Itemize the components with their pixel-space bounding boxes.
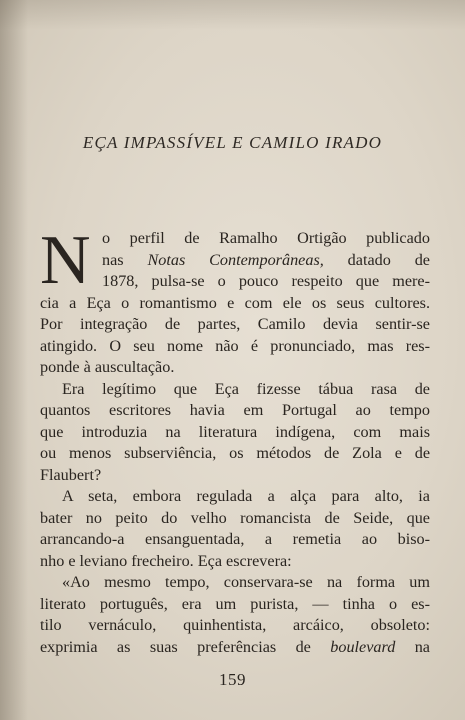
text-line: nho e leviano frecheiro. Eça escrevera:	[40, 551, 292, 570]
text-line: exprimia as suas preferências de boulevard na	[40, 637, 430, 656]
text-line: Por integração de partes, Camilo devia sentir-se	[40, 315, 430, 333]
text-line: A seta, embora regulada a alça para alto, ia	[62, 487, 430, 505]
text-line: ou menos subserviência, os métodos de Zola e de	[40, 444, 430, 462]
text-line: arrancando-a ensanguentada, a remetia ao biso-	[40, 530, 430, 548]
body-text	[40, 222, 430, 658]
text-line: nas Notas Contemporâneas, datado de	[102, 250, 430, 269]
chapter-title: EÇA IMPASSÍVEL E CAMILO IRADO	[82, 133, 383, 152]
text-line: ponde à auscultação.	[40, 358, 175, 376]
text-line: Era legítimo que Eça fizesse tábua rasa de	[62, 379, 430, 398]
text-line: 1878, pulsa-se o pouco respeito que mere-	[102, 272, 430, 290]
page-top-shadow	[0, 0, 465, 30]
text-line: atingido. O seu nome não é pronunciado, mas res-	[40, 336, 430, 355]
text-line: tilo vernáculo, quinhentista, arcáico, obsoleto:	[40, 616, 430, 634]
text-line: que introduzia na literatura indígena, com mais	[40, 422, 430, 441]
page-gutter-shadow	[0, 0, 28, 720]
text-line: o perfil de Ramalho Ortigão publicado	[102, 229, 430, 247]
text-line: literato português, era um purista, — tinha o es-	[40, 594, 430, 613]
text-line: Flaubert?	[40, 465, 102, 484]
drop-cap: N	[40, 222, 91, 299]
text-line: bater no peito do velho romancista de Seide, que	[40, 508, 430, 527]
text-line: quantos escritores havia em Portugal ao tempo	[40, 401, 430, 419]
text-line: cia a Eça o romantismo e com ele os seus cultores.	[40, 293, 430, 312]
page-number: 159	[219, 670, 246, 689]
text-line: «Ao mesmo tempo, conservara-se na forma um	[62, 573, 430, 591]
